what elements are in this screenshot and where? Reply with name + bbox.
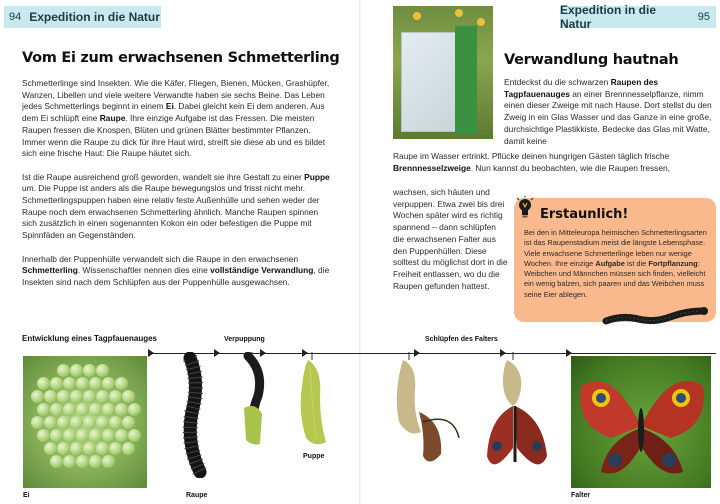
egg-shape [96,416,109,429]
egg-shape [70,416,83,429]
page-number-left: 94 [9,11,22,23]
egg-shape [76,377,89,390]
page-gutter [359,0,361,504]
paragraph-3: Innerhalb der Puppenhülle verwandelt sich die Raupe in den erwachsenen Schmetterling. Wissenschaftler nennen dies eine vollständige Verwandlung, die Insekten sind nach dem Schlüpfen aus der Puppenhülle ausgewachsen. [22,253,330,287]
egg-shape [63,455,76,468]
egg-shape [57,390,70,403]
flower-shape [477,18,485,26]
egg-shape [76,403,89,416]
egg-shape [83,442,96,455]
caterpillar-icon [602,305,710,327]
egg-shape [44,390,57,403]
photo-butterfly [571,356,711,488]
egg-shape [57,364,70,377]
label-verpuppung: Verpuppung [224,336,265,343]
egg-shape [115,403,128,416]
egg-shape [96,364,109,377]
egg-shape [50,377,63,390]
egg-shape [31,416,44,429]
egg-shape [89,403,102,416]
egg-shape [128,403,141,416]
label-puppe: Puppe [303,453,325,460]
heading-lifecycle: Vom Ei zum erwachsenen Schmetterling [22,50,340,66]
body-text-right-middle: Raupe im Wasser ertrinkt. Pflücke deinen hungrigen Gästen täglich frische Brennnesselzweige. Nun kannst du beobachten, wie die Raupen fressen, [393,151,671,173]
label-falter: Falter [571,492,591,499]
body-text-right-top: Entdeckst du die schwarzen Raupen des Tagpfauenauges an einer Brennnesselpflanze, nimm einen dieser Zweige mit nach Hause. Dort stellst du den Zweig in ein Glas Wasser und das Ganze in eine große, durchsichtige Plastikkiste. Bedecke das Glas mit Watte, damit keine [504,77,712,146]
egg-shape [76,455,89,468]
egg-shape [128,429,141,442]
egg-shape [89,455,102,468]
lightbulb-icon [516,196,534,220]
body-text-right-column: wachsen, sich häuten und verpuppen. Etwa zwei bis drei Wochen später wird es richtig spannend – dann schlüpfen die erwachsenen Falter aus den Puppenhüllen. Diese solltest du möglichst dort in die Freiheit entlassen, wo du die Raupen gefunden hattest. [393,187,508,291]
label-raupe: Raupe [186,492,208,499]
egg-shape [50,403,63,416]
egg-shape [122,416,135,429]
egg-shape [70,390,83,403]
egg-shape [50,429,63,442]
fact-text: Bei den in Mitteleuropa heimischen Schmetterlingsarten ist das Raupenstadium meist die längste Lebensphase. Viele erwachsene Schmetterlinge leben nur wenige Wochen. Ihre einzige Aufgabe ist die Fortpflanzung: Weibchen und Männchen müssen sich finden, vielleicht ein wenig balzen, sich paaren und das Weibchen muss seine Eier ablegen. [524,228,707,299]
egg-shape [122,390,135,403]
body-text-left [22,78,332,300]
fact-box [514,198,716,322]
egg-shape [96,390,109,403]
egg-shape [122,442,135,455]
egg-shape [102,377,115,390]
egg-shape [102,429,115,442]
egg-shape [102,403,115,416]
label-schluepfen: Schlüpfen des Falters [425,336,498,343]
fact-title: Erstaunlich! [540,207,629,222]
paragraph-1: Schmetterlinge sind Insekten. Wie die Käfer, Fliegen, Bienen, Mücken, Grashüpfer, Wanzen, Libellen und viele weitere Verwandte haben sie sechs Beine. Das Leben jedes Schmetterlings beginnt in einem Ei. Dabei gleicht kein Ei dem anderen. Aus dem Ei schlüpft eine Raupe. Ihre einzige Aufgabe ist das Fressen. Die meisten Raupen fressen die Knospen, Blüten und grünen Blätter bestimmter Pflanzen. Immer wenn die Raupe zu dick für ihre Haut wird, streift sie diese ab und es bildet sich eine frische Haut: Die Raupe häutet sich. [22,78,330,159]
egg-shape [115,429,128,442]
egg-shape [37,377,50,390]
photo-prepupa [234,352,270,448]
photo-eggs [23,356,147,488]
photo-caterpillar [174,352,218,478]
egg-shape [31,390,44,403]
egg-shape [57,416,70,429]
timeline-title: Entwicklung eines Tagpfauenauges [22,334,157,343]
page-number-right: 95 [697,11,710,23]
section-title-left: Expedition in die Natur [29,10,160,24]
egg-shape [70,442,83,455]
egg-shape [37,403,50,416]
egg-shape [115,377,128,390]
egg-shape [96,442,109,455]
egg-shape [44,442,57,455]
egg-shape [89,429,102,442]
egg-shape [44,416,57,429]
egg-shape [50,455,63,468]
header-right [560,3,716,31]
egg-shape [63,403,76,416]
egg-shape [89,377,102,390]
egg-shape [63,429,76,442]
egg-shape [102,455,115,468]
paragraph-2: Ist die Raupe ausreichend groß geworden, wandelt sie ihre Gestalt zu einer Puppe um. Die Puppe ist anders als die Raupe bewegungslos und frisst nicht mehr. Schmetterlingspuppen haben eine relativ feste Außenhülle und sehen weder der Raupe noch dem erwachsenen Schmetterling ähnlich. Manche Raupen spinnen sich zusätzlich in einen sogenannten Kokon ein oder befestigen die Puppe mit Spinnfäden an Gegenständen. [22,171,330,241]
egg-shape [109,390,122,403]
egg-shape [57,442,70,455]
egg-shape [76,429,89,442]
photo-pupa [296,352,330,448]
photo-hatching-2 [483,352,553,492]
flower-shape [413,12,421,20]
egg-shape [63,377,76,390]
butterfly-icon [571,356,711,488]
photo-hatching-1 [393,352,467,470]
photo-caterpillar-box [393,6,493,139]
label-ei: Ei [23,492,30,499]
header-left [4,6,161,28]
egg-shape [83,416,96,429]
box-lid-shape [455,26,477,134]
egg-shape [83,364,96,377]
section-title-right: Expedition in die Natur [560,3,657,31]
egg-shape [70,364,83,377]
flower-shape [455,9,463,17]
heading-observation: Verwandlung hautnah [504,52,679,68]
arrow-icon [148,349,154,357]
egg-shape [83,390,96,403]
egg-shape [109,416,122,429]
egg-shape [109,442,122,455]
egg-shape [37,429,50,442]
